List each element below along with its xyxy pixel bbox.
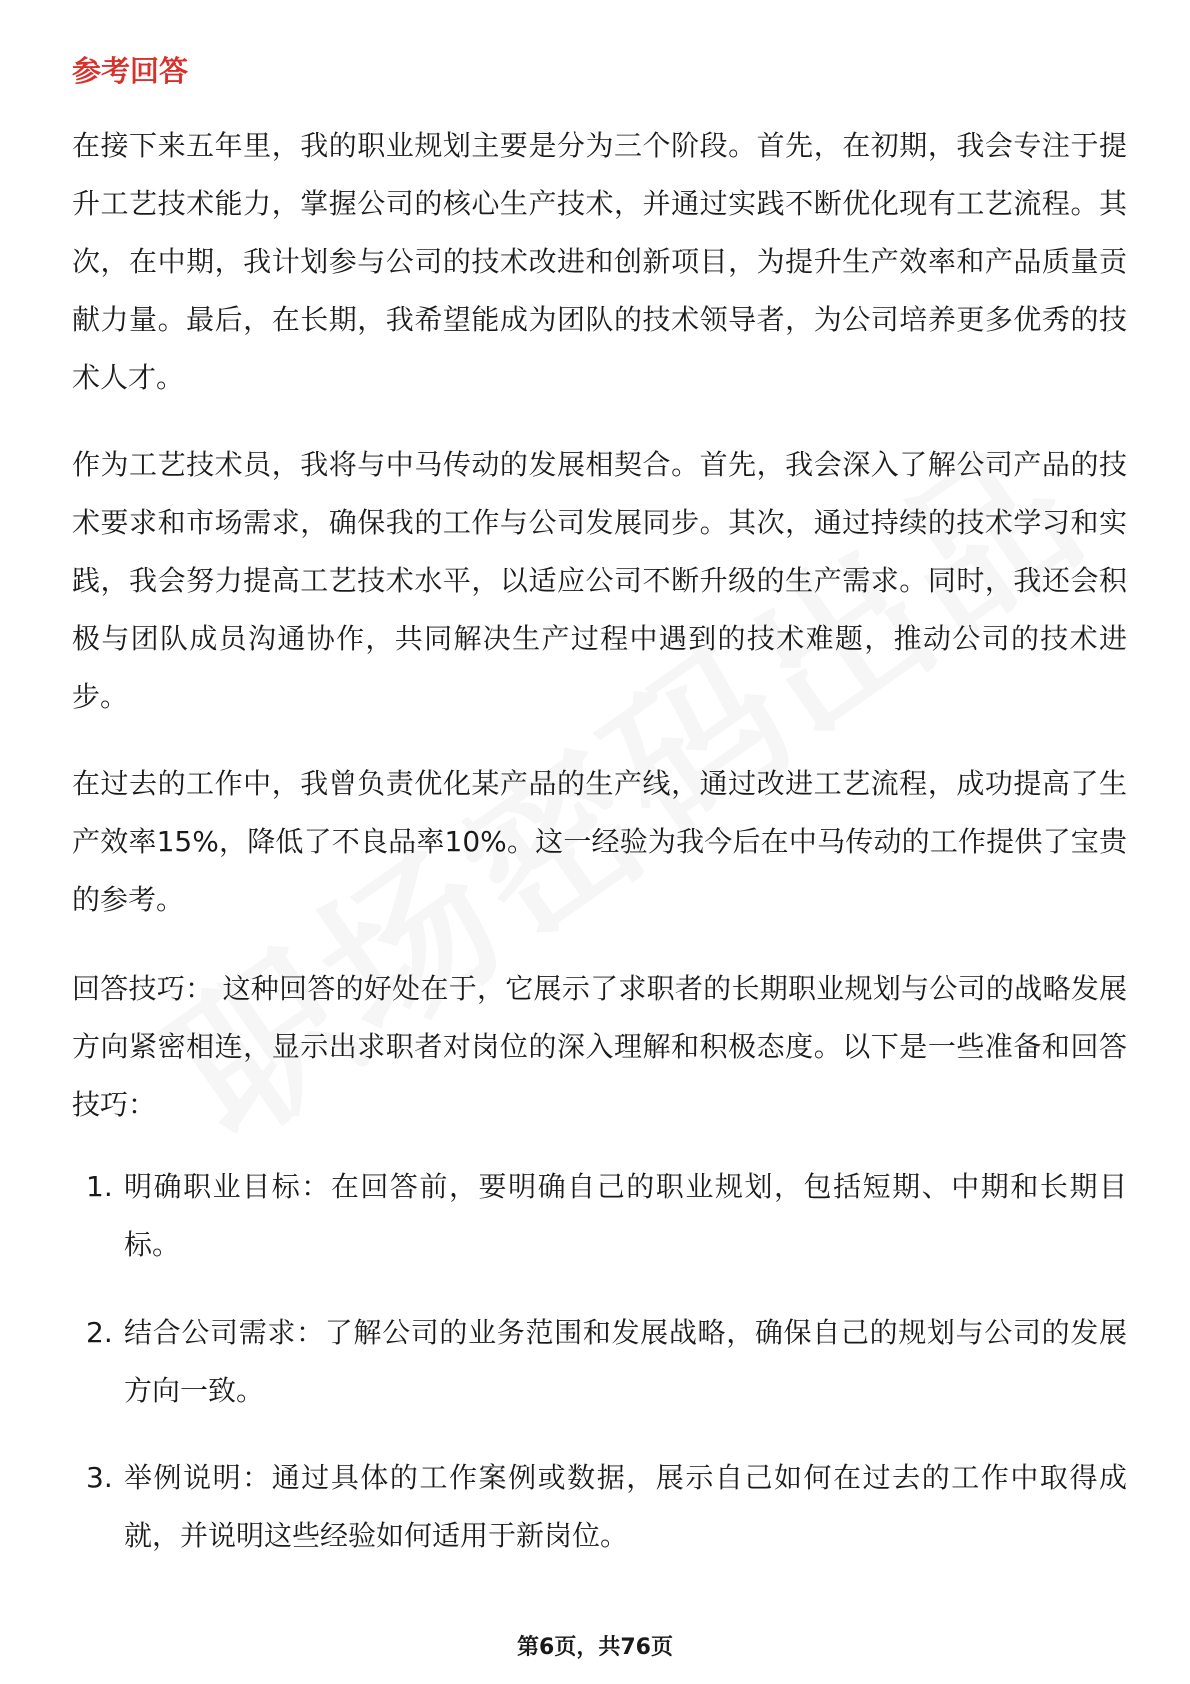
answer-paragraph-2: 作为工艺技术员，我将与中马传动的发展相契合。首先，我会深入了解公司产品的技术要求和市场需求，确保我的工作与公司发展同步。其次，通过持续的技术学习和实践，我会努力提高工艺技术水平，以适应公司不断升级的生产需求。同时，我还会积极与团队成员沟通协作，共同解决生产过程中遇到的技术难题，推动公司的技术进步。 (72, 448, 1127, 713)
list-item-text: 明确职业目标：在回答前，要明确自己的职业规划，包括短期、中期和长期目标。 (124, 1170, 1127, 1261)
list-item-text: 结合公司需求：了解公司的业务范围和发展战略，确保自己的规划与公司的发展方向一致。 (124, 1316, 1127, 1407)
list-item-text: 举例说明：通过具体的工作案例或数据，展示自己如何在过去的工作中取得成就，并说明这些经验如何适用于新岗位。 (124, 1461, 1127, 1552)
list-item-number: 2. (86, 1316, 113, 1349)
answer-paragraph-1: 在接下来五年里，我的职业规划主要是分为三个阶段。首先，在初期，我会专注于提升工艺技术能力，掌握公司的核心生产技术，并通过实践不断优化现有工艺流程。其次，在中期，我计划参与公司的技术改进和创新项目，为提升生产效率和产品质量贡献力量。最后，在长期，我希望能成为团队的技术领导者，为公司培养更多优秀的技术人才。 (72, 129, 1127, 394)
list-item (72, 1449, 1127, 1565)
tips-intro-paragraph: 回答技巧： 这种回答的好处在于，它展示了求职者的长期职业规划与公司的战略发展方向紧密相连，显示出求职者对岗位的深入理解和积极态度。以下是一些准备和回答技巧： (72, 972, 1127, 1121)
page-number-footer: 第6页，共76页 (517, 1635, 673, 1660)
list-item-number: 3. (86, 1461, 113, 1494)
list-item-number: 1. (86, 1170, 113, 1203)
section-heading: 参考回答 (72, 54, 189, 88)
list-item (72, 1304, 1127, 1420)
tips-list (72, 0, 1127, 1684)
list-item (72, 1158, 1127, 1274)
answer-paragraph-3: 在过去的工作中，我曾负责优化某产品的生产线，通过改进工艺流程，成功提高了生产效率15%，降低了不良品率10%。这一经验为我今后在中马传动的工作提供了宝贵的参考。 (72, 767, 1127, 916)
